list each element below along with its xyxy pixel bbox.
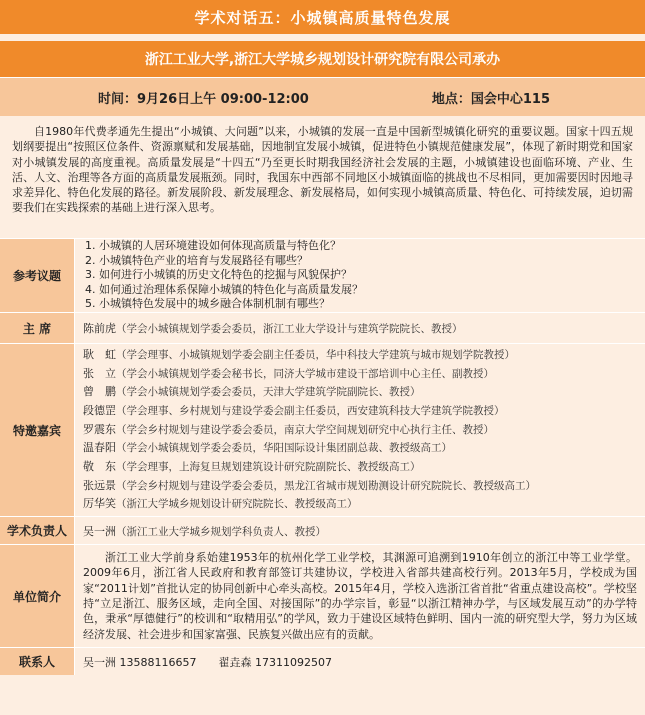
- topics-list: [75, 239, 645, 312]
- guest-name: 张 立: [83, 366, 116, 380]
- unit-row: [0, 545, 645, 648]
- guest-desc: （浙江大学城乡规划设计研究院院长、教授级高工）: [116, 498, 358, 511]
- leader-name: 吴一洲: [83, 524, 116, 538]
- event-location: 地点：国会中心115: [431, 91, 550, 107]
- topics-row: [0, 239, 645, 313]
- guest-item: [83, 458, 637, 477]
- contact-row: [0, 648, 645, 675]
- guest-name: 曾 鹏: [83, 385, 116, 399]
- leader-label: 学术负责人: [0, 517, 75, 544]
- guest-name: 罗震东: [83, 422, 116, 436]
- topic-item: 3. 如何进行小城镇的历史文化特色的挖掘与风貌保护？: [85, 268, 352, 282]
- guest-desc: （学会乡村规划与建设学委会委员，黑龙江省城市规划勘测设计研究院院长、教授级高工）: [116, 479, 536, 492]
- chair-name: 陈前虎: [83, 322, 116, 335]
- chair-desc: （学会小城镇规划学委会委员，浙江工业大学设计与建筑学院院长、教授）: [116, 323, 463, 335]
- guest-name: 敬 东: [83, 460, 116, 474]
- guests-label: 特邀嘉宾: [0, 344, 75, 516]
- guests-list: [75, 344, 645, 516]
- guest-desc: （学会小城镇规划学委会秘书长，同济大学城市建设干部培训中心主任、副教授）: [116, 367, 494, 380]
- guest-name: 温春阳: [83, 441, 116, 455]
- guest-item: [83, 439, 637, 458]
- guest-name: 段德罡: [83, 403, 116, 417]
- leader-row: [0, 517, 645, 545]
- guest-item: [83, 495, 637, 514]
- guest-name: 耿 虹: [83, 347, 116, 361]
- spacer: [0, 34, 645, 41]
- guest-item: [83, 402, 637, 421]
- topic-item: 2. 小城镇特色产业的培育与发展路径有哪些？: [85, 253, 308, 267]
- contact-item: 翟垚森 17311092507: [218, 655, 332, 669]
- guest-item: [83, 477, 637, 496]
- topic-item: 4. 如何通过治理体系保障小城镇的特色化与高质量发展？: [85, 282, 363, 296]
- topics-label: 参考议题: [0, 239, 75, 312]
- event-time: 时间：9月26日上午 09:00-12:00: [98, 91, 309, 107]
- guests-row: [0, 344, 645, 517]
- contact-item: 吴一洲 13588116657: [83, 655, 197, 669]
- organizer-banner: 浙江工业大学,浙江大学城乡规划设计研究院有限公司承办: [0, 41, 645, 77]
- unit-text: 浙江工业大学前身系始建1953年的杭州化学工业学校，其渊源可追溯到1910年创立的浙江中等工业学堂。2009年6月，浙江省人民政府和教育部签订共建协议，学校进入省部共建高校行列。2013年5月，学校成为国家“2011计划”首批认定的协同创新中心牵头高校。2015年4月，学校入选浙江省首批“省重点建设高校”。学校坚持“立足浙江、服务区域，走向全国、对接国际”的办学宗旨，彰显“以浙江精神办学，与区域发展互动”的办学特色，秉承“厚德健行”的校训和“取精用弘”的学风，致力于建设区域特色鲜明、国内一流的研究型大学，努力为区域经济发展、社会进步和国家富强、民族复兴做出应有的贡献。: [83, 551, 637, 641]
- chair-row: [0, 313, 645, 344]
- intro-paragraph: 自1980年代费孝通先生提出“小城镇、大问题”以来，小城镇的发展一直是中国新型城镇化研究的重要议题。国家十四五规划纲要提出“按照区位条件、资源禀赋和发展基础，因地制宜发展小城镇，促进特色小镇规范健康发展”，体现了新时期党和国家对小城镇发展的高度重视。高质量发展是“十四五“乃至更长时期我国经济社会发展的主题，小城镇建设也面临环境、产业、生活、人文、治理等各方面的高质量发展瓶颈。同时，我国东中西部不同地区小城镇面临的挑战也不尽相同，更加需要因时因地寻求差异化、特色化发展的路径。新发展阶段、新发展理念、新发展格局，如何实现小城镇高质量、特色化、可持续发展，迫切需要我们在实践探索的基础上进行深入思考。: [0, 116, 645, 239]
- topic-item: 5. 小城镇特色发展中的城乡融合体制机制有哪些？: [85, 297, 330, 311]
- unit-label: 单位简介: [0, 545, 75, 647]
- guest-desc: （学会理事，上海复旦规划建筑设计研究院副院长、教授级高工）: [116, 461, 421, 474]
- guest-desc: （学会理事、小城镇规划学委会副主任委员，华中科技大学建筑与城市规划学院教授）: [116, 348, 515, 361]
- event-title: 学术对话五：小城镇高质量特色发展: [0, 0, 645, 34]
- guest-desc: （学会理事、乡村规划与建设学委会副主任委员，西安建筑科技大学建筑学院教授）: [116, 404, 505, 417]
- guest-desc: （学会乡村规划与建设学委会委员，南京大学空间规划研究中心执行主任、教授）: [116, 423, 494, 436]
- time-location-bar: [0, 77, 645, 116]
- guest-item: [83, 346, 637, 365]
- guest-item: [83, 383, 637, 402]
- guest-name: 厉华笑: [83, 497, 116, 511]
- contact-label: 联系人: [0, 648, 75, 675]
- chair-label: 主 席: [0, 313, 75, 343]
- guest-item: [83, 421, 637, 440]
- guest-desc: （学会小城镇规划学委会委员，天津大学建筑学院副院长、教授）: [116, 386, 421, 399]
- guest-desc: （学会小城镇规划学委会委员，华阳国际设计集团副总裁、教授级高工）: [116, 442, 452, 455]
- leader-desc: （浙江工业大学城乡规划学科负责人、教授）: [116, 525, 326, 538]
- guest-item: [83, 365, 637, 384]
- guest-name: 张远景: [83, 478, 116, 492]
- topic-item: 1. 小城镇的人居环境建设如何体现高质量与特色化？: [85, 239, 341, 253]
